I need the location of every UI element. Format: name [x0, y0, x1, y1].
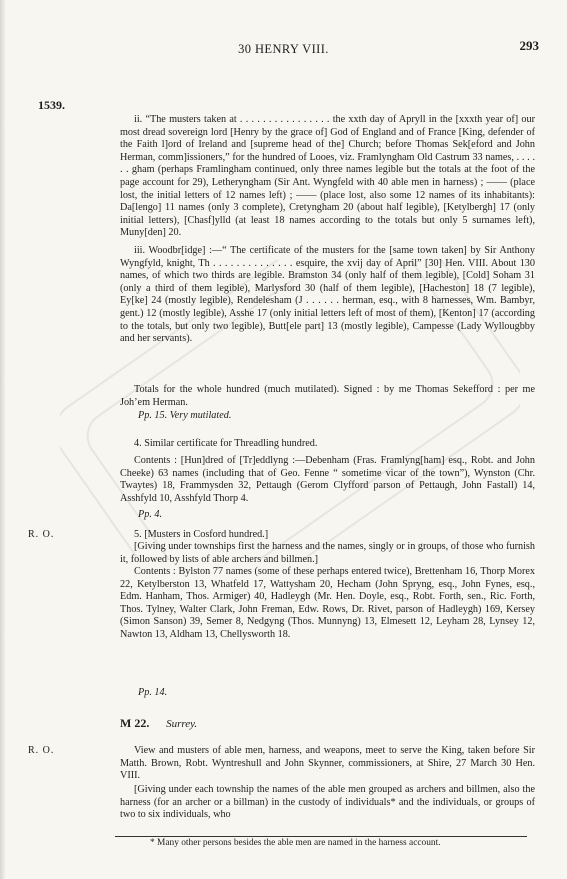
footnote: * Many other persons besides the able men are named in the harness account. — [150, 838, 441, 848]
page-count-4: Pp. 4. — [138, 509, 163, 520]
section-code: M 22. — [120, 716, 150, 730]
surrey-view-text: View and musters of able men, harness, and weapons, meet to serve the King, taken before Sir Matth. Brown, Robt. Wyntreshull and John Skynner, commissioners, at Shire, 27 March 30 Hen. VIII. — [120, 745, 535, 782]
totals-line — [120, 384, 535, 409]
item-4-text: 4. Similar certificate for Threadling hundred. — [134, 438, 318, 449]
section-heading-m22 — [120, 716, 197, 731]
item-5-description-text: [Giving under townships first the harness and the names, singly or in groups, of those who furnish it, followed by lists of able archers and billmen.] — [120, 541, 535, 565]
item-5-contents — [120, 566, 535, 642]
year-margin: 1539. — [38, 98, 65, 112]
page-count-14: Pp. 14. — [138, 687, 168, 698]
item-5-description — [120, 541, 535, 566]
section-county: Surrey. — [166, 718, 198, 730]
totals-text: Totals for the whole hundred (much mutilated). Signed : by me Thomas Sekefford : per me Joh’em Herman. — [120, 384, 535, 408]
paragraph-ii-text: ii. “The musters taken at . . . . . . . . . . . . . . . . the xxth day of Apryll in the [xxxth year of] our most dread sovereign lord [Henry by the grace of] God of England and of France [King, defender of the Faith l]ord of Ireland and [supreme head of the] Church; before Thomas Sek[eford and John Herman, comm]issioners,” for the hundred of Looes, viz. Framlyngham Old Castrum 33 names, . . . . . . gham (perhaps Framlingham continued, only three names legible but the totals at the foot of the page account for 29), Letheryngham (Sir Ant. Wyngfeld with 40 able men in harness) ; —— (place lost, the initial letters of 12 names left) ; —— (place lost, also some 12 names of its inhabitants): Da[lengo] 11 names (only 3 complete), Cretyngham 20 (about half legible), [Ketylbergh] 17 (only initial letters), [Chasf]ylld (at least 18 names according to the totals but only 5 surnames left), Muny[den] 20. — [120, 114, 535, 239]
footnote-divider — [115, 836, 527, 837]
page-number: 293 — [519, 38, 539, 53]
running-title: 30 HENRY VIII. — [238, 42, 329, 56]
surrey-description-text: [Giving under each township the names of the able men grouped as archers and billmen, also the harness (for an archer or a billman) in the custody of individuals* and the individuals, or groups of two to six individuals, who — [120, 784, 535, 821]
item-4-contents — [120, 455, 535, 505]
paragraph-iii-text: iii. Woodbr[idge] :—“ The certificate of the musters for the [same town taken] by Sir Anthony Wyngfyld, knight, Th . . . . . . . . . . . . . . esquire, the xvij day of April” [30] Hen. VIII. About 130 names, of which two thirds are legible. Bramston 34 (only half of them legible), [Cold] Soham 31 (only a third of them legible), Marlysford 30 (half of them legible), [Hacheston] 18 (7 legible), Ey[ke] 24 (mostly legible), Rendelesham (J . . . . . . herman, esq., with 8 harnesses, Wm. Bambyr, gent.) 12 (mostly legible), Asshe 17 (only initial letters left of most of them), [Kenton] 17 (according to the totals, but only two legible), Butt[ele part] 13 (mostly legible), Campesse (Lady Wyllougbby and her servants). — [120, 245, 535, 345]
item-5-text: 5. [Musters in Cosford hundred.] — [134, 529, 269, 540]
record-office-label: R. O. — [28, 529, 55, 540]
surrey-description — [120, 784, 535, 822]
item-4-heading — [120, 438, 535, 451]
surrey-view-paragraph — [120, 745, 535, 783]
item-5-contents-text: Contents : Bylston 77 names (some of these perhaps entered twice), Brettenham 16, Thorp Morex 22, Ketylberston 13, Whatfeld 17, Wattysham 20, Hecham (John Spryng, esq., John Fynes, esq., Edm. Hanham, Thos. Armiger) 40, Hadleygh (Mr. Hen. Doyle, esq., Robt. Forth, sen., Ric. Forth, Thos. Tylney, Walter Clark, John Freman, Edw. Rows, Dr. Rivet, parson of Hadleygh) 169, Kersey (Simon Sanson) 39, Semer 8, Nedgyng (Thos. Munnyng) 13, Elmesett 12, Leyham 28, Lynsey 12, Nawton 13, Aldham 13, Chellysworth 18. — [120, 566, 535, 640]
entry-paragraph-ii — [120, 114, 535, 240]
item-4-contents-text: Contents : [Hun]dred of [Tr]eddlyng :—Debenham (Fras. Framlyng[ham] esq., Robt. and John Cheeke) 63 names (including that of Geo. Fenne “ sometime vicar of the town”), Wynston (Chr. Twaytes) 18, Frammysden 32, Pettaugh (Gerom Clyfford parson of Pettaugh, John Fastall) 14, Asshfyld 10, Asshfyld Thorp 4. — [120, 455, 535, 504]
entry-paragraph-iii — [120, 245, 535, 346]
page-count-15: Pp. 15. Very mutilated. — [138, 410, 232, 421]
binding-edge — [0, 0, 6, 879]
item-5-heading — [120, 529, 535, 542]
record-office-label-2: R. O. — [28, 745, 55, 756]
